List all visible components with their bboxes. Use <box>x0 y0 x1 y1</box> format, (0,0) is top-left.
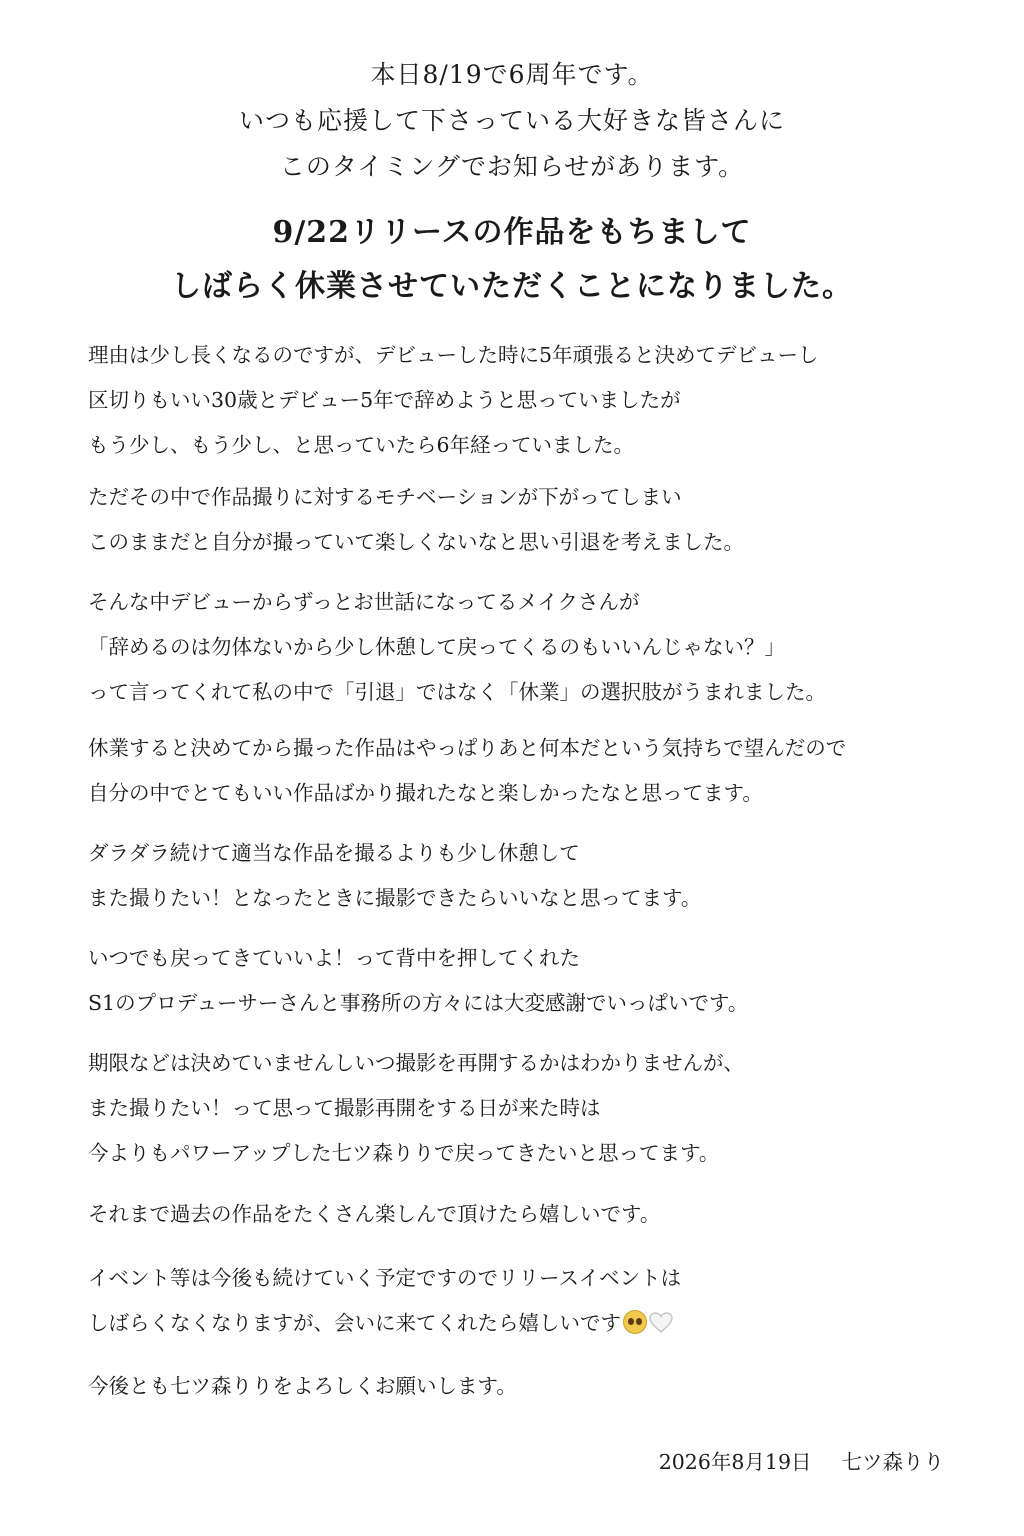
paragraph-recent-works <box>88 726 948 816</box>
announcement-line-1: 9/22リリースの作品をもちまして <box>272 215 752 250</box>
paragraph-line-text: しばらくなくなりますが、会いに来てくれたら嬉しいです <box>88 1311 621 1335</box>
heading-line-2: いつも応援して下さっている大好きな皆さんに <box>238 106 785 135</box>
paragraph-line: それまで過去の作品をたくさん楽しんで頂けたら嬉しいです。 <box>88 1202 661 1226</box>
paragraph-line: 期限などは決めていませんしいつ撮影を再開するかはわかりませんが、 <box>88 1051 744 1075</box>
paragraph-line: ただその中で作品撮りに対するモチベーションが下がってしまい <box>88 485 682 509</box>
heading-line-3: このタイミングでお知らせがあります。 <box>279 152 745 181</box>
paragraph-line: 休業すると決めてから撮った作品はやっぱりあと何本だという気持ちで望んだので <box>88 736 847 760</box>
paragraph-line: そんな中デビューからずっとお世話になってるメイクさんが <box>88 590 640 614</box>
paragraph-line: って言ってくれて私の中で「引退」ではなく「休業」の選択肢がうまれました。 <box>88 680 826 704</box>
paragraph-motivation <box>88 475 948 565</box>
paragraph-return <box>88 1041 948 1176</box>
paragraph-line: 今後とも七ツ森りりをよろしくお願いします。 <box>88 1374 517 1398</box>
paragraph-line: 理由は少し長くなるのですが、デビューした時に5年頑張ると決めてデビューし <box>88 343 819 367</box>
heading-line-1: 本日8/19で6周年です。 <box>370 60 654 89</box>
paragraph-line: ダラダラ続けて適当な作品を撮るよりも少し休憩して <box>88 841 580 865</box>
announcement-line-2: しばらく休業させていただくことになりました。 <box>171 269 853 304</box>
pleading-face-icon <box>623 1310 647 1334</box>
white-heart-icon <box>649 1312 673 1334</box>
paragraph-events <box>88 1256 948 1346</box>
signature-name: 七ツ森りり <box>841 1450 944 1474</box>
paragraph-line: また撮りたい！って思って撮影再開をする日が来た時は <box>88 1096 601 1120</box>
paragraph-line: また撮りたい！となったときに撮影できたらいいなと思ってます。 <box>88 886 702 910</box>
paragraph-past-works <box>88 1192 948 1237</box>
anniversary-heading <box>0 52 1024 190</box>
paragraph-rest <box>88 831 948 921</box>
paragraph-thanks <box>88 936 948 1026</box>
paragraph-line-with-emoji <box>88 1301 948 1346</box>
hiatus-announcement <box>0 206 1024 314</box>
paragraph-line: もう少し、もう少し、と思っていたら6年経っていました。 <box>88 433 635 457</box>
paragraph-makeup-artist <box>88 580 948 715</box>
paragraph-line: イベント等は今後も続けていく予定ですのでリリースイベントは <box>88 1266 682 1290</box>
paragraph-reason <box>88 333 948 468</box>
paragraph-line: S1のプロデューサーさんと事務所の方々には大変感謝でいっぱいです。 <box>88 991 749 1015</box>
paragraph-line: このままだと自分が撮っていて楽しくないなと思い引退を考えました。 <box>88 530 744 554</box>
paragraph-line: 自分の中でとてもいい作品ばかり撮れたなと楽しかったなと思ってます。 <box>88 781 763 805</box>
signature <box>659 1442 944 1482</box>
paragraph-line: 「辞めるのは勿体ないから少し休憩して戻ってくるのもいいんじゃない？」 <box>88 635 785 659</box>
paragraph-closing <box>88 1364 948 1409</box>
paragraph-line: いつでも戻ってきていいよ！って背中を押してくれた <box>88 946 580 970</box>
paragraph-line: 区切りもいい30歳とデビュー5年で辞めようと思っていましたが <box>88 388 681 412</box>
paragraph-line: 今よりもパワーアップした七ツ森りりで戻ってきたいと思ってます。 <box>88 1141 720 1165</box>
signature-date: 2026年8月19日 <box>658 1450 812 1474</box>
